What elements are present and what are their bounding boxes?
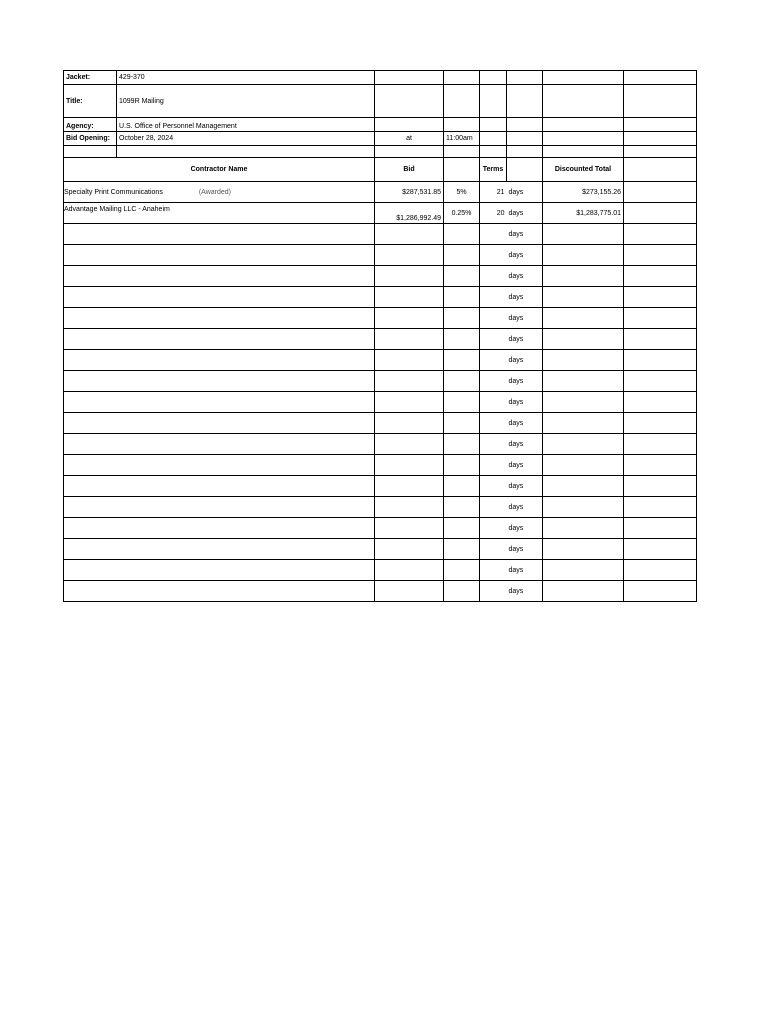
discounted-total: $1,283,775.01 bbox=[543, 203, 624, 224]
days-label: days bbox=[507, 203, 543, 224]
bid-table bbox=[63, 70, 697, 602]
discounted-total: $273,155.26 bbox=[543, 182, 624, 203]
agency-value: U.S. Office of Personnel Management bbox=[117, 118, 375, 132]
bid-opening-row bbox=[64, 132, 697, 146]
days-label: days bbox=[507, 518, 543, 539]
contractor-name: Advantage Mailing LLC - Anaheim bbox=[64, 206, 170, 213]
days-label: days bbox=[507, 287, 543, 308]
days-label: days bbox=[507, 434, 543, 455]
discount-rate: 0.25% bbox=[444, 203, 480, 224]
title-value: 1099R Mailing bbox=[117, 85, 375, 118]
days-label: days bbox=[507, 266, 543, 287]
terms-days: 21 bbox=[480, 182, 507, 203]
empty-bid-row bbox=[64, 287, 697, 308]
days-label: days bbox=[507, 560, 543, 581]
days-label: days bbox=[507, 371, 543, 392]
col-discounted-total: Discounted Total bbox=[543, 158, 624, 182]
bid-opening-time: 11:00am bbox=[444, 132, 480, 146]
empty-bid-row bbox=[64, 518, 697, 539]
bid-opening-label: Bid Opening: bbox=[64, 132, 117, 146]
days-label: days bbox=[507, 308, 543, 329]
days-label: days bbox=[507, 392, 543, 413]
col-terms: Terms bbox=[480, 158, 507, 182]
terms-days: 20 bbox=[480, 203, 507, 224]
agency-label: Agency: bbox=[64, 118, 117, 132]
empty-bid-row bbox=[64, 455, 697, 476]
empty-bid-row bbox=[64, 434, 697, 455]
days-label: days bbox=[507, 539, 543, 560]
days-label: days bbox=[507, 245, 543, 266]
bid-abstract-sheet bbox=[63, 70, 696, 602]
empty-bid-row bbox=[64, 329, 697, 350]
empty-bid-row bbox=[64, 266, 697, 287]
bid-opening-at: at bbox=[375, 132, 444, 146]
col-contractor-name: Contractor Name bbox=[64, 158, 375, 182]
days-label: days bbox=[507, 224, 543, 245]
empty-bid-row bbox=[64, 560, 697, 581]
bid-amount: $287,531.85 bbox=[375, 182, 444, 203]
empty-bid-row bbox=[64, 539, 697, 560]
days-label: days bbox=[507, 455, 543, 476]
empty-bid-row bbox=[64, 581, 697, 602]
empty-bid-row bbox=[64, 476, 697, 497]
empty-bid-row bbox=[64, 245, 697, 266]
days-label: days bbox=[507, 476, 543, 497]
discount-rate: 5% bbox=[444, 182, 480, 203]
days-label: days bbox=[507, 329, 543, 350]
bid-amount: $1,286,992.49 bbox=[375, 203, 444, 224]
bid-row bbox=[64, 182, 697, 203]
spacer-row bbox=[64, 146, 697, 158]
empty-bid-row bbox=[64, 497, 697, 518]
empty-bid-row bbox=[64, 392, 697, 413]
jacket-row bbox=[64, 71, 697, 85]
jacket-label: Jacket: bbox=[64, 71, 117, 85]
col-bid: Bid bbox=[375, 158, 444, 182]
days-label: days bbox=[507, 581, 543, 602]
empty-bid-row bbox=[64, 371, 697, 392]
contractor-name: Specialty Print Communications bbox=[64, 188, 163, 196]
days-label: days bbox=[507, 413, 543, 434]
column-header-row bbox=[64, 158, 697, 182]
bid-row bbox=[64, 203, 697, 224]
empty-bid-row bbox=[64, 413, 697, 434]
title-label: Title: bbox=[64, 85, 117, 118]
awarded-note: (Awarded) bbox=[198, 188, 231, 196]
bid-opening-date: October 28, 2024 bbox=[117, 132, 375, 146]
days-label: days bbox=[507, 182, 543, 203]
empty-bid-row bbox=[64, 308, 697, 329]
title-row bbox=[64, 85, 697, 118]
jacket-value: 429-370 bbox=[117, 71, 375, 85]
days-label: days bbox=[507, 497, 543, 518]
empty-bid-row bbox=[64, 350, 697, 371]
days-label: days bbox=[507, 350, 543, 371]
agency-row bbox=[64, 118, 697, 132]
empty-bid-row bbox=[64, 224, 697, 245]
